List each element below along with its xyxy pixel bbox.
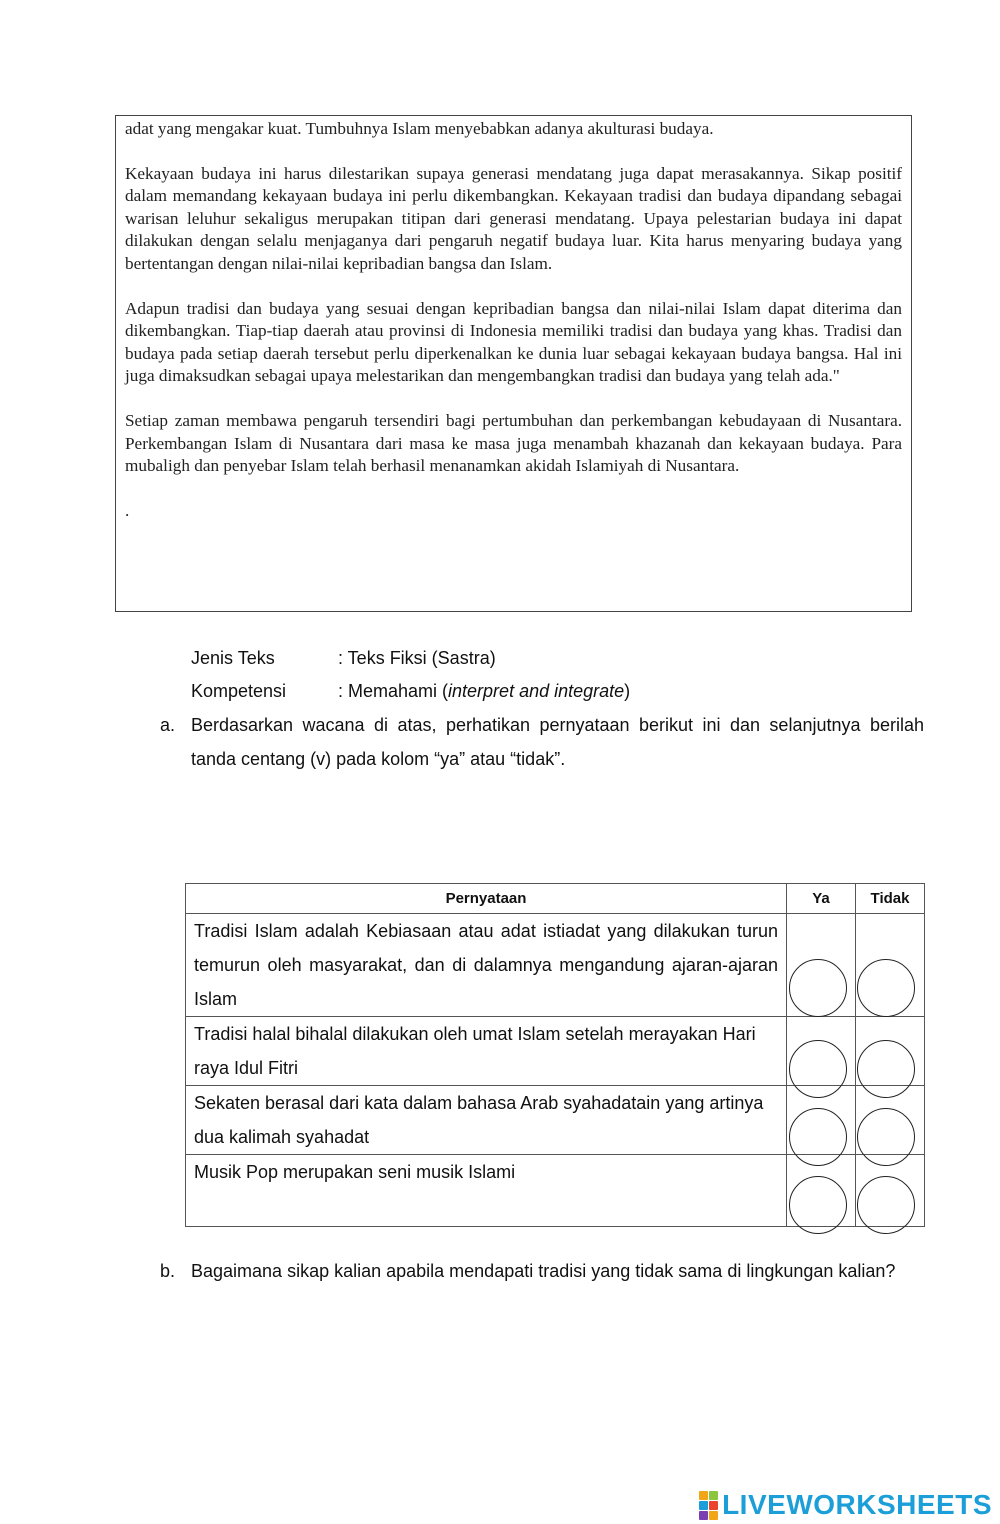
statement-text: Musik Pop merupakan seni musik Islami <box>186 1155 787 1227</box>
answer-circle-ya-3[interactable] <box>789 1108 847 1166</box>
passage-paragraph: Adapun tradisi dan budaya yang sesuai dengan kepribadian bangsa dan nilai-nilai Islam dapat diterima dan dikembangkan. Tiap-tiap daerah atau provinsi di Indonesia memiliki tradisi dan budaya yang khas. Tradisi dan budaya pada setiap daerah tersebut perlu diperkenalkan ke dunia luar sebagai kekayaan budaya bangsa. Hal ini juga dimaksudkan sebagai upaya melestarikan dan mengembangkan tradisi dan budaya yang telah ada." <box>125 298 902 386</box>
competence-value-prefix: : Memahami ( <box>338 681 449 701</box>
logo-block <box>699 1491 708 1500</box>
question-b <box>160 1254 924 1288</box>
logo-block <box>699 1501 708 1510</box>
answer-circle-tidak-2[interactable] <box>857 1040 915 1098</box>
answer-circle-ya-2[interactable] <box>789 1040 847 1098</box>
header-yes: Ya <box>787 884 856 914</box>
question-b-text: Bagaimana sikap kalian apabila mendapati tradisi yang tidak sama di lingkungan kalian? <box>191 1261 896 1281</box>
answer-circle-tidak-3[interactable] <box>857 1108 915 1166</box>
header-statement: Pernyataan <box>186 884 787 914</box>
passage-paragraph: Setiap zaman membawa pengaruh tersendiri bagi pertumbuhan dan perkembangan kebudayaan di Nusantara. Perkembangan Islam di Nusantara dari masa ke masa juga menambah khazanah dan kekayaan budaya. Para mubaligh dan penyebar Islam telah berhasil menanamkan akidah Islamiyah di Nusantara. <box>125 410 902 476</box>
answer-circle-ya-1[interactable] <box>789 959 847 1017</box>
text-type-label: Jenis Teks <box>191 648 275 668</box>
answer-circle-ya-4[interactable] <box>789 1176 847 1234</box>
table-header-row <box>186 884 925 914</box>
text-type-row <box>191 648 496 669</box>
text-type-value: : Teks Fiksi (Sastra) <box>338 648 496 668</box>
passage-paragraph: Kekayaan budaya ini harus dilestarikan supaya generasi mendatang juga dapat merasakannya. Sikap positif dalam memandang kekayaan budaya ini perlu dikembangkan. Kekayaan tradisi dan budaya dipandang sebagai warisan leluhur sekaligus merupakan titipan dari generasi mendatang. Upaya pelestarian budaya ini dapat dilakukan dengan selalu menjaganya dari pengaruh negatif budaya luar. Kita harus menyaring budaya yang bertentangan dengan nilai-nilai kepribadian bangsa dan Islam. <box>125 163 902 273</box>
question-b-letter: b. <box>160 1261 176 1281</box>
logo-block <box>709 1511 718 1520</box>
logo-block <box>709 1501 718 1510</box>
passage-paragraph: adat yang mengakar kuat. Tumbuhnya Islam menyebabkan adanya akulturasi budaya. <box>125 119 714 138</box>
competence-value-italic: interpret and integrate <box>448 681 625 701</box>
header-no: Tidak <box>856 884 925 914</box>
question-a-letter: a. <box>160 715 176 735</box>
logo-blocks-icon <box>699 1491 718 1520</box>
statement-text: Sekaten berasal dari kata dalam bahasa Arab syahadatain yang artinya dua kalimah syahadat <box>186 1086 787 1155</box>
logo-block <box>709 1491 718 1500</box>
question-a-text: Berdasarkan wacana di atas, perhatikan pernyataan berikut ini dan selanjutnya berilah tanda centang (v) pada kolom “ya” atau “tidak”. <box>191 715 924 769</box>
passage-paragraph: . <box>125 500 130 520</box>
liveworksheets-logo <box>699 1491 992 1519</box>
statement-text: Tradisi Islam adalah Kebiasaan atau adat istiadat yang dilakukan turun temurun oleh masyarakat, dan di dalamnya mengandung ajaran-ajaran Islam <box>186 914 787 1017</box>
logo-text: LIVEWORKSHEETS <box>722 1489 992 1520</box>
logo-block <box>699 1511 708 1520</box>
question-a <box>160 708 924 776</box>
answer-circle-tidak-4[interactable] <box>857 1176 915 1234</box>
competence-value-suffix: ) <box>624 681 631 701</box>
competence-label: Kompetensi <box>191 681 287 701</box>
answer-circle-tidak-1[interactable] <box>857 959 915 1017</box>
statement-text: Tradisi halal bihalal dilakukan oleh umat Islam setelah merayakan Hari raya Idul Fitri <box>186 1017 787 1086</box>
competence-row <box>191 681 630 702</box>
reading-passage <box>115 115 912 612</box>
